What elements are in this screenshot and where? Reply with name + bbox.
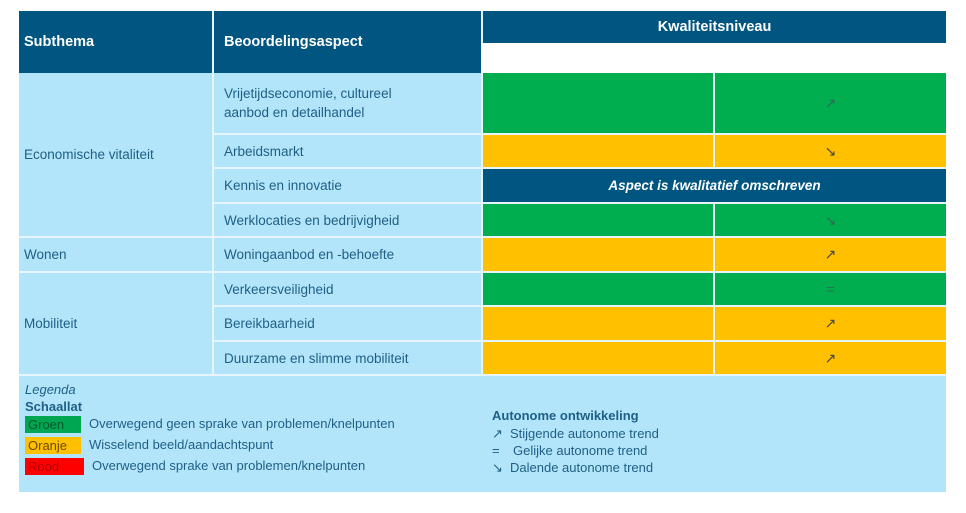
aspect-werklocaties: Werklocaties en bedrijvigheid: [212, 202, 481, 236]
trend-down-icon: ↘: [824, 211, 837, 228]
autonoom-cell: [713, 236, 946, 271]
legend-title: Legenda: [25, 382, 76, 397]
legend-trend-title: Autonome ontwikkeling: [492, 408, 639, 423]
autonoom-cell: [713, 202, 946, 236]
aspect-line: Vrijetijdseconomie, cultureel: [224, 86, 392, 101]
trend-equal-icon: =: [492, 443, 500, 458]
aspect-line: aanbod en detailhandel: [224, 105, 365, 120]
red-swatch: Rood: [25, 458, 84, 475]
legend-scale-title: Schaallat: [25, 399, 83, 414]
aspect-kennis-innovatie: Kennis en innovatie: [212, 167, 481, 202]
huidige-cell: [481, 73, 713, 133]
subthema-economische-vitaliteit: Economische vitaliteit: [19, 73, 212, 236]
huidige-cell: [481, 133, 713, 167]
header-subthema: Subthema: [19, 11, 212, 73]
aspect-woningaanbod: Woningaanbod en -behoefte: [212, 236, 481, 271]
legend-text: Wisselend beeld/aandachtspunt: [89, 437, 274, 452]
legend-trend-item: [492, 443, 647, 458]
aspect-vrijetijdseconomie: [212, 73, 481, 133]
trend-up-icon: ↗: [492, 426, 503, 441]
header-kwaliteitsniveau: Kwaliteitsniveau: [481, 11, 946, 43]
autonoom-cell: [713, 73, 946, 133]
header-beoordelingsaspect: Beoordelingsaspect: [212, 11, 481, 73]
legend-text: Overwegend sprake van problemen/knelpunten: [92, 458, 366, 473]
autonoom-cell: [713, 340, 946, 374]
trend-equal-icon: =: [826, 281, 835, 297]
huidige-cell: [481, 305, 713, 340]
orange-swatch: Oranje: [25, 437, 81, 454]
trend-down-icon: ↘: [492, 460, 503, 475]
huidige-cell: [481, 236, 713, 271]
trend-up-icon: ↗: [824, 94, 837, 111]
huidige-cell: [481, 271, 713, 305]
legend-scale-item-groen: [25, 416, 395, 433]
aspect-bereikbaarheid: Bereikbaarheid: [212, 305, 481, 340]
trend-up-icon: ↗: [824, 315, 837, 331]
subthema-wonen: Wonen: [19, 236, 212, 271]
trend-up-icon: ↗: [824, 349, 837, 366]
trend-down-icon: ↘: [824, 142, 837, 159]
legend-scale-item-rood: [25, 458, 365, 475]
assessment-table: [19, 11, 946, 374]
legend-text: Gelijke autonome trend: [513, 443, 648, 458]
aspect-verkeersveiligheid: Verkeersveiligheid: [212, 271, 481, 305]
legend-trend-item: [492, 460, 653, 476]
legend: [19, 374, 946, 492]
legend-text: Stijgende autonome trend: [510, 426, 659, 441]
aspect-duurzame-mobiliteit: Duurzame en slimme mobiliteit: [212, 340, 481, 374]
subthema-mobiliteit: Mobiliteit: [19, 271, 212, 374]
huidige-cell: [481, 202, 713, 236]
green-swatch: Groen: [25, 416, 81, 433]
legend-text: Dalende autonome trend: [510, 460, 654, 475]
autonoom-cell: [713, 271, 946, 305]
merged-qualitative-cell: Aspect is kwalitatief omschreven: [481, 167, 946, 202]
autonoom-cell: [713, 305, 946, 340]
legend-text: Overwegend geen sprake van problemen/knelpunten: [89, 416, 395, 431]
trend-up-icon: ↗: [824, 246, 837, 262]
aspect-arbeidsmarkt: Arbeidsmarkt: [212, 133, 481, 167]
legend-trend-item: [492, 426, 659, 442]
huidige-cell: [481, 340, 713, 374]
autonoom-cell: [713, 133, 946, 167]
legend-scale-item-oranje: [25, 437, 273, 454]
